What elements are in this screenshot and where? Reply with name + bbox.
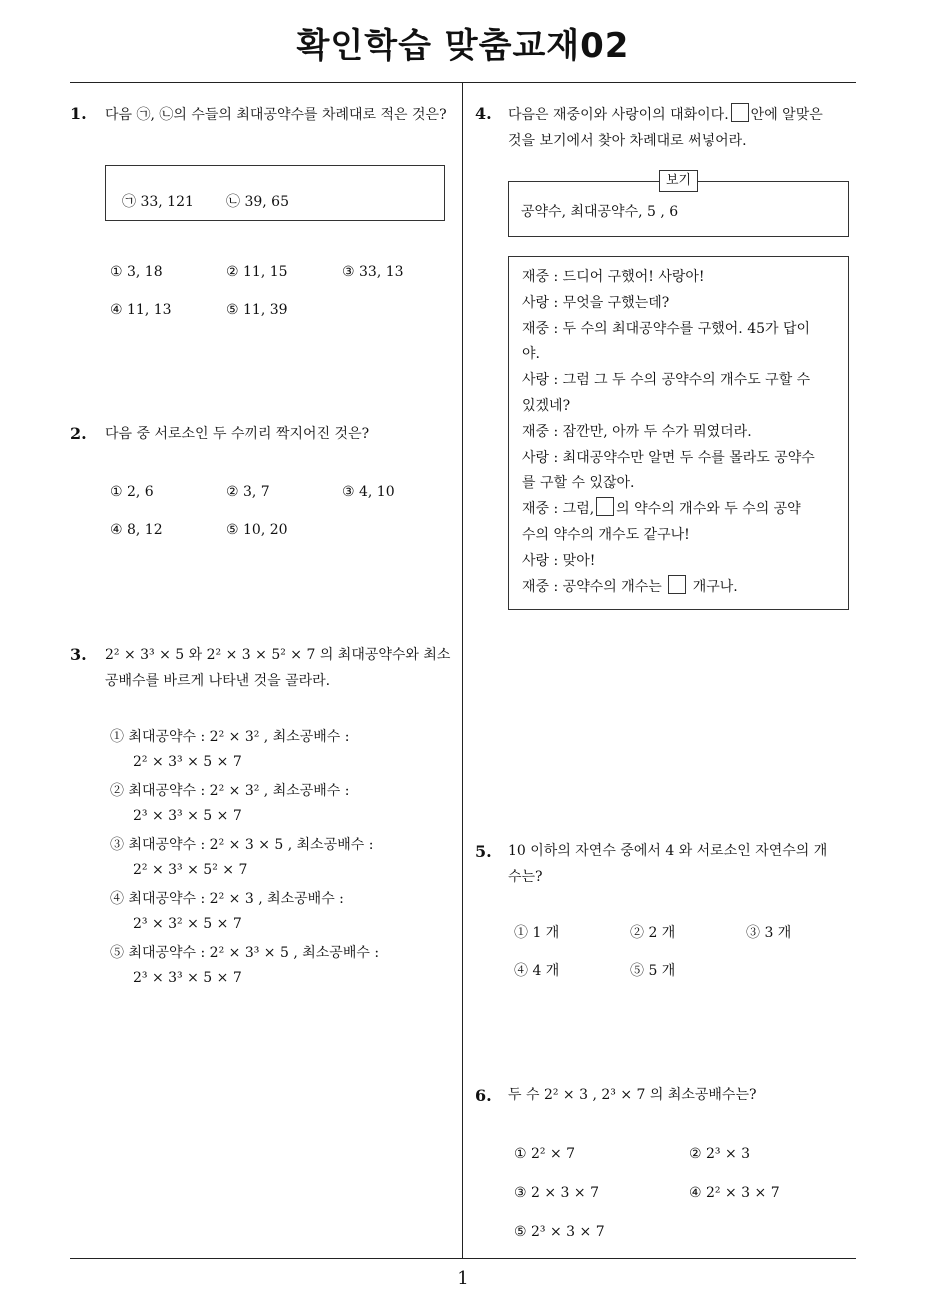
dialogue-line: 사랑 : 맞아! <box>522 552 596 569</box>
option-4-line1[interactable]: ④ 최대공약수 : 2² × 3 , 최소공배수 : <box>110 891 344 907</box>
dialogue-fragment: 의 약수의 개수와 두 수의 공약 <box>616 501 801 518</box>
dialogue-line: 사랑 : 무엇을 구했는데? <box>522 294 670 311</box>
option-2[interactable]: ② 11, 15 <box>226 264 288 280</box>
question-text: 다음 중 서로소인 두 수끼리 짝지어진 것은? <box>105 426 370 442</box>
dialogue-fragment: 개구나. <box>692 578 738 595</box>
option-5[interactable]: ⑤ 5 개 <box>630 963 676 979</box>
column-divider <box>462 82 463 1258</box>
given-a: ㉠ 33, 121 <box>122 194 194 210</box>
dialogue-line: 재중 : 두 수의 최대공약수를 구했어. 45가 답이 <box>522 320 811 337</box>
option-3[interactable]: ③ 33, 13 <box>342 264 404 280</box>
option-3[interactable]: ③ 4, 10 <box>342 484 395 500</box>
option-3[interactable]: ③ 2 × 3 × 7 <box>514 1185 599 1201</box>
option-2[interactable]: ② 2³ × 3 <box>689 1146 751 1162</box>
option-4[interactable]: ④ 11, 13 <box>110 302 172 318</box>
question-number: 2. <box>70 424 87 443</box>
question-number: 5. <box>475 842 492 861</box>
question-number: 1. <box>70 104 87 123</box>
question-text-line2: 것을 보기에서 찾아 차례대로 써넣어라. <box>508 133 747 149</box>
dialogue-line <box>522 575 842 601</box>
option-1[interactable]: ① 1 개 <box>514 925 560 941</box>
option-2-line1[interactable]: ② 최대공약수 : 2² × 3² , 최소공배수 : <box>110 783 350 799</box>
option-2-line2[interactable]: 2³ × 3³ × 5 × 7 <box>133 808 242 824</box>
question-number: 4. <box>475 104 492 123</box>
option-3-line2[interactable]: 2² × 3³ × 5² × 7 <box>133 862 248 878</box>
option-2[interactable]: ② 2 개 <box>630 925 676 941</box>
question-text-line2: 수는? <box>508 869 543 885</box>
dialogue-line: 수의 약수의 개수도 같구나! <box>522 526 690 543</box>
option-1[interactable]: ① 2² × 7 <box>514 1146 576 1162</box>
dialogue-line: 재중 : 드디어 구했어! 사랑아! <box>522 269 705 285</box>
question-text: 다음 ㉠, ㉡의 수들의 최대공약수를 차례대로 적은 것은? <box>105 107 447 123</box>
dialogue-fragment: 재중 : 공약수의 개수는 <box>522 578 662 595</box>
option-5-line2[interactable]: 2³ × 3³ × 5 × 7 <box>133 970 242 986</box>
header-divider <box>70 82 856 83</box>
question-text-b: 안에 알맞은 <box>750 107 823 123</box>
footer-divider <box>70 1258 856 1259</box>
option-4[interactable]: ④ 2² × 3 × 7 <box>689 1185 780 1201</box>
option-1-line1[interactable]: ① 최대공약수 : 2² × 3² , 최소공배수 : <box>110 729 350 745</box>
option-5[interactable]: ⑤ 2³ × 3 × 7 <box>514 1224 605 1240</box>
given-box <box>105 165 445 221</box>
option-4[interactable]: ④ 8, 12 <box>110 522 163 538</box>
bogi-label: 보기 <box>659 170 698 192</box>
option-4[interactable]: ④ 4 개 <box>514 963 560 979</box>
blank-box[interactable] <box>731 103 749 122</box>
option-5[interactable]: ⑤ 10, 20 <box>226 522 288 538</box>
bogi-box <box>508 173 849 237</box>
page-title: 확인학습 맞춤교재02 <box>296 26 630 66</box>
question-text-line1 <box>508 102 823 128</box>
option-2[interactable]: ② 3, 7 <box>226 484 270 500</box>
blank-box[interactable] <box>668 575 686 594</box>
option-1[interactable]: ① 2, 6 <box>110 484 154 500</box>
dialogue-box <box>508 256 849 610</box>
question-text-line2: 공배수를 바르게 나타낸 것을 골라라. <box>105 673 331 689</box>
option-1-line2[interactable]: 2² × 3³ × 5 × 7 <box>133 754 242 770</box>
dialogue-line: 를 구할 수 있잖아. <box>522 475 635 492</box>
option-5[interactable]: ⑤ 11, 39 <box>226 302 288 318</box>
dialogue-line: 야. <box>522 346 540 363</box>
question-text-a: 다음은 재중이와 사랑이의 대화이다. <box>508 107 729 123</box>
question-number: 6. <box>475 1086 492 1105</box>
option-1[interactable]: ① 3, 18 <box>110 264 163 280</box>
question-number: 3. <box>70 645 87 664</box>
option-4-line2[interactable]: 2³ × 3² × 5 × 7 <box>133 916 242 932</box>
option-3[interactable]: ③ 3 개 <box>746 925 792 941</box>
dialogue-line: 사랑 : 최대공약수만 알면 두 수를 몰라도 공약수 <box>522 449 815 466</box>
question-text-line1: 2² × 3³ × 5 와 2² × 3 × 5² × 7 의 최대공약수와 최소 <box>105 647 451 663</box>
dialogue-fragment: 재중 : 그럼, <box>522 501 595 518</box>
question-text: 두 수 2² × 3 , 2³ × 7 의 최소공배수는? <box>508 1087 757 1103</box>
given-b: ㉡ 39, 65 <box>226 194 289 210</box>
bogi-content: 공약수, 최대공약수, 5 , 6 <box>521 204 679 220</box>
option-3-line1[interactable]: ③ 최대공약수 : 2² × 3 × 5 , 최소공배수 : <box>110 837 374 853</box>
page-number: 1 <box>457 1268 469 1289</box>
blank-box[interactable] <box>596 497 614 516</box>
dialogue-line: 사랑 : 그럼 그 두 수의 공약수의 개수도 구할 수 <box>522 372 811 389</box>
question-text-line1: 10 이하의 자연수 중에서 4 와 서로소인 자연수의 개 <box>508 843 828 859</box>
dialogue-line: 있겠네? <box>522 397 571 414</box>
dialogue-line: 재중 : 잠깐만, 아까 두 수가 뭐였더라. <box>522 423 752 440</box>
dialogue-text <box>522 265 842 600</box>
option-5-line1[interactable]: ⑤ 최대공약수 : 2² × 3³ × 5 , 최소공배수 : <box>110 945 380 961</box>
dialogue-line <box>522 497 842 523</box>
